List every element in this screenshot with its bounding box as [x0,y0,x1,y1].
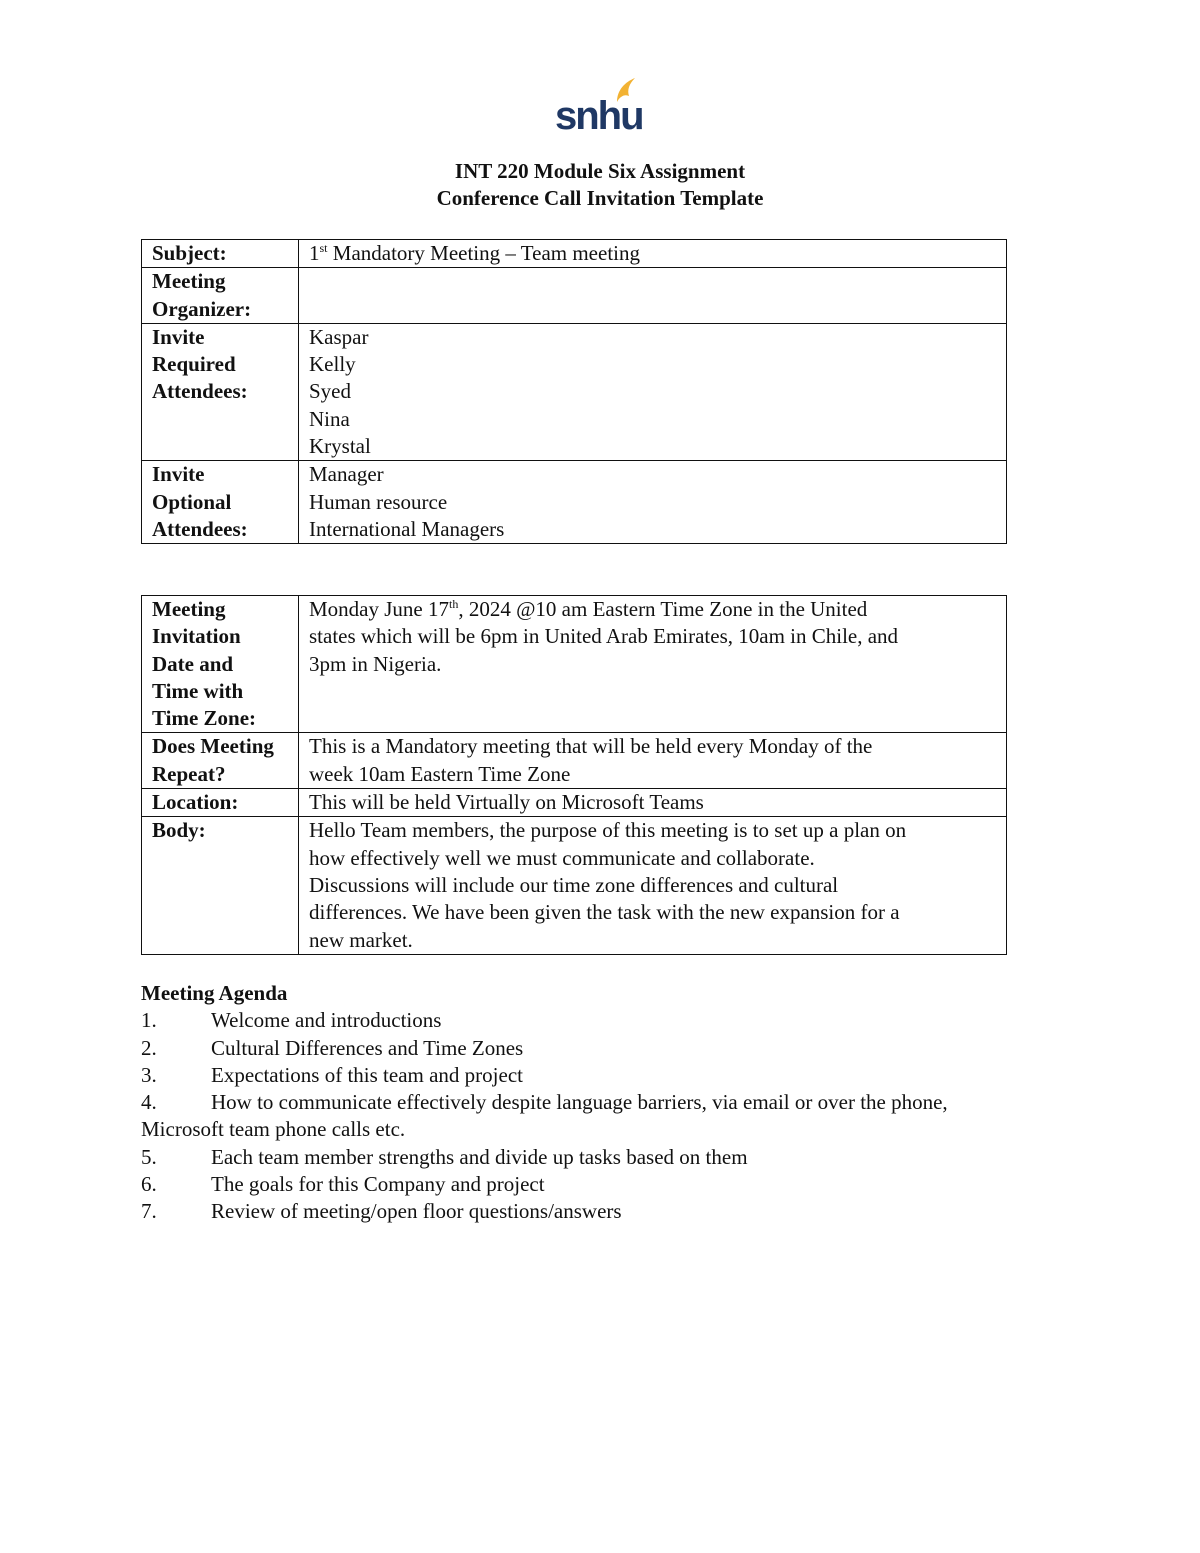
title-line-2: Conference Call Invitation Template [436,186,764,210]
repeat-row [142,733,1007,789]
subject-value [299,240,1007,268]
datetime-row [142,596,1007,733]
organizer-value [299,268,1007,324]
attendee-name: Nina [309,406,350,431]
agenda-item [141,1089,1061,1116]
repeat-value: This is a Mandatory meeting that will be held every Monday of the week 10am Eastern Time Zone [299,733,1007,789]
subject-row [142,240,1007,268]
optional-attendee: Human resource [309,489,448,514]
agenda-number: 2. [141,1035,157,1060]
repeat-label: Does Meeting Repeat? [142,733,299,789]
agenda-number: 3. [141,1062,157,1087]
required-attendees-row [142,323,1007,460]
title-line-1: INT 220 Module Six Assignment [454,159,746,183]
agenda-item [141,1171,1061,1198]
subject-text: Mandatory Meeting – Team meeting [327,241,640,265]
agenda-item [141,1144,1061,1171]
agenda-text: Review of meeting/open floor questions/answers [211,1199,622,1224]
subject-number: 1 [309,241,320,265]
optional-attendees-row [142,461,1007,544]
agenda-item-continuation: Microsoft team phone calls etc. [141,1117,406,1142]
optional-attendee: International Managers [309,516,505,541]
subject-superscript: st [319,241,328,255]
agenda-text: The goals for this Company and project [211,1172,545,1197]
optional-attendees-label: Invite Optional Attendees: [142,461,299,544]
attendee-name: Krystal [309,434,371,459]
document-title [0,158,1200,212]
required-attendees-value [299,323,1007,460]
agenda-number: 6. [141,1172,157,1197]
agenda-item [141,1198,1061,1225]
snhu-logo [553,72,643,134]
attendee-name: Syed [309,379,351,404]
agenda-number: 7. [141,1199,157,1224]
agenda-number: 1. [141,1008,157,1033]
invitation-details-table [141,239,1007,544]
agenda-text: Welcome and introductions [211,1008,442,1033]
organizer-row [142,268,1007,324]
agenda-item [141,1062,1061,1089]
body-value: Hello Team members, the purpose of this meeting is to set up a plan on how effectively well we must communicate and collaborate. Discussions will include our time zone differences and cultural differences. We have been given the task with the new expansion for a new market. [299,817,1007,954]
organizer-label: Meeting Organizer: [142,268,299,324]
location-label: Location: [142,789,299,817]
agenda-item [141,1007,1061,1034]
agenda-number: 5. [141,1144,157,1169]
agenda-item [141,1035,1061,1062]
snhu-logo-graphic [553,72,643,134]
agenda-text: Expectations of this team and project [211,1062,523,1087]
location-value: This will be held Virtually on Microsoft Teams [299,789,1007,817]
meeting-agenda [141,980,1061,1226]
optional-attendee: Manager [309,462,384,487]
subject-label: Subject: [142,240,299,268]
agenda-heading: Meeting Agenda [141,981,288,1005]
required-attendees-label: Invite Required Attendees: [142,323,299,460]
agenda-number: 4. [141,1090,157,1115]
agenda-text: Cultural Differences and Time Zones [211,1035,524,1060]
attendee-name: Kelly [309,352,356,377]
agenda-text: Each team member strengths and divide up tasks based on them [211,1144,748,1169]
body-label: Body: [142,817,299,954]
datetime-label: Meeting Invitation Date and Time with Time Zone: [142,596,299,733]
meeting-info-table [141,595,1007,955]
logo-wordmark: snhu [555,94,643,134]
optional-attendees-value [299,461,1007,544]
location-row [142,789,1007,817]
agenda-text: How to communicate effectively despite language barriers, via email or over the phone, [211,1090,948,1115]
body-row [142,817,1007,954]
datetime-value: Monday June 17th, 2024 @10 am Eastern Time Zone in the United states which will be 6pm in United Arab Emirates, 10am in Chile, and 3pm in Nigeria. [299,596,1007,733]
attendee-name: Kaspar [309,324,369,349]
